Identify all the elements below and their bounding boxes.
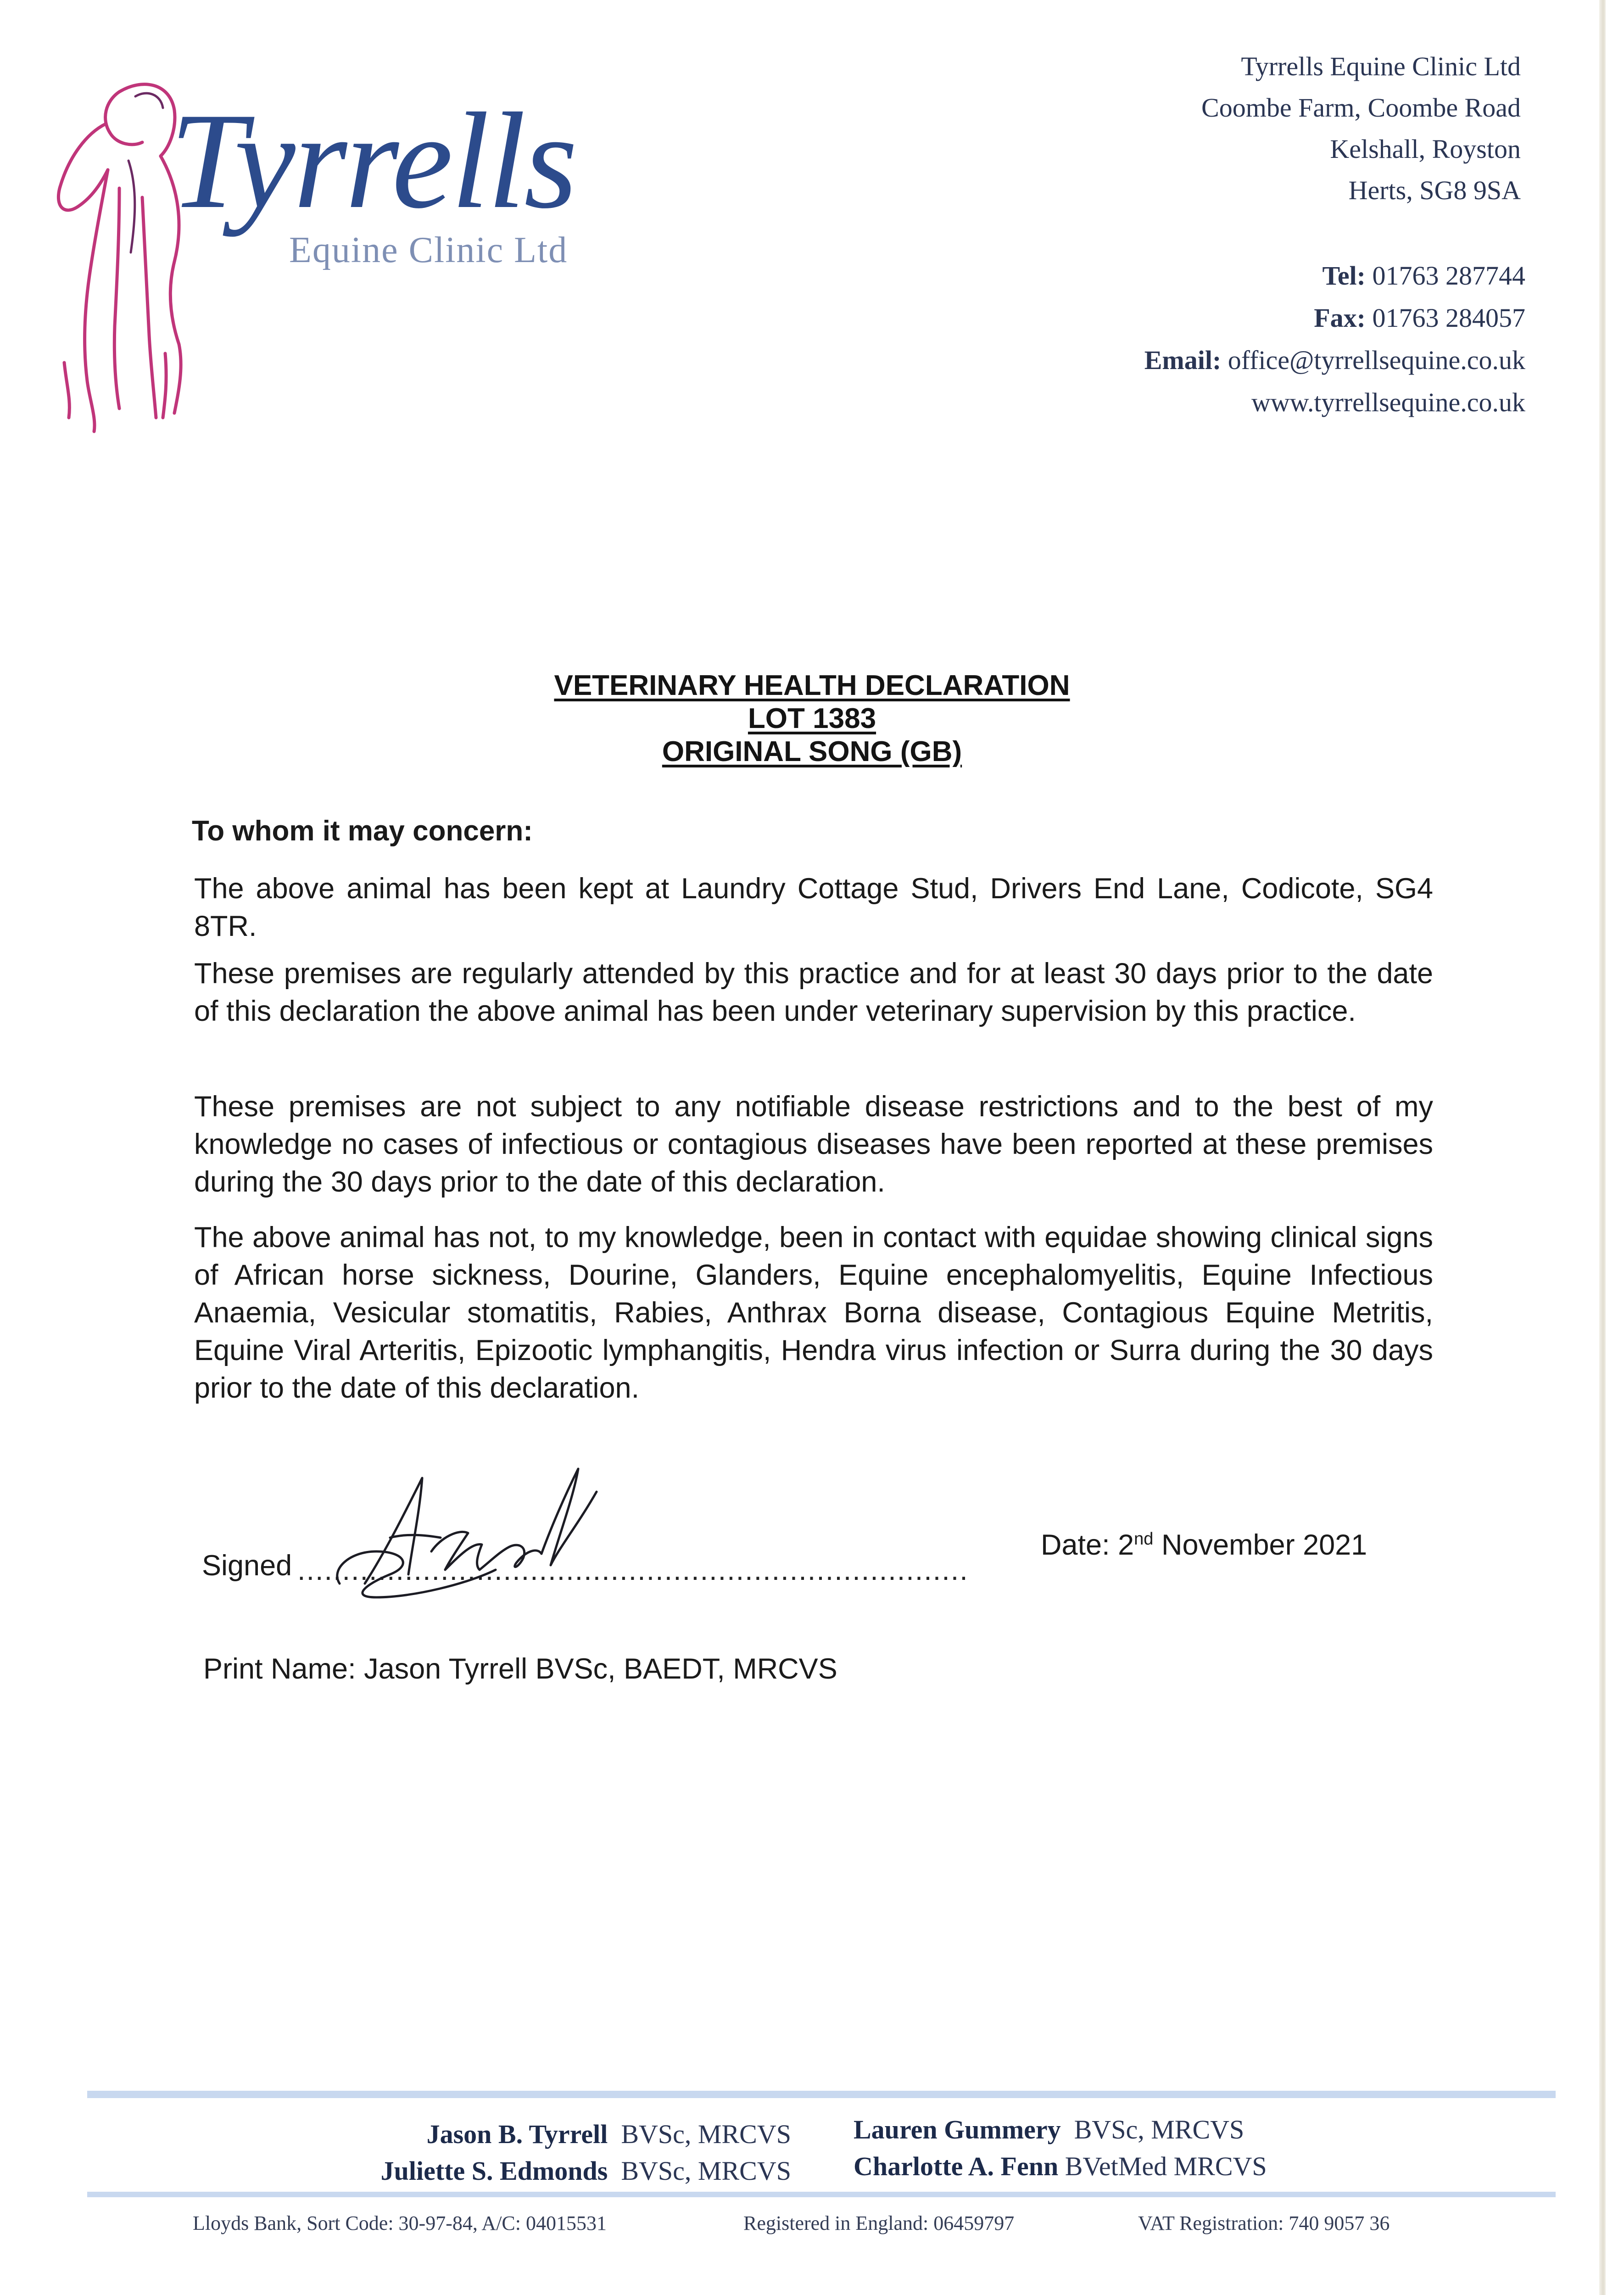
date-label: Date:: [1041, 1529, 1110, 1561]
signature-line: ...........................................................................: [297, 1554, 969, 1586]
bank-details: Lloyds Bank, Sort Code: 30-97-84, A/C: 04015531: [193, 2212, 607, 2234]
declaration-title: VETERINARY HEALTH DECLARATION: [554, 670, 1070, 701]
tel-value: 01763 287744: [1372, 261, 1525, 291]
page-edge-shadow: [1599, 0, 1606, 2295]
paragraph-contact: The above animal has not, to my knowledge, been in contact with equidae showing clinical signs of African horse sickness, Dourine, Glanders, Equine encephalomyelitis, Equine Infectious Anaemia, Vesicular stomatitis, Rabies, Anthrax Borna disease, Contagious Equine Metritis, Equine Viral Arteritis, Epizootic lymphangitis, Hendra virus infection or Surra during the 30 days prior to the date of this declaration.: [194, 1221, 1433, 1404]
partner-quals: BVSc, MRCVS: [621, 2156, 791, 2186]
address-line: Coombe Farm, Coombe Road: [1201, 93, 1521, 123]
handwritten-signature: [321, 1460, 615, 1611]
company-registration: Registered in England: 06459797: [743, 2212, 1015, 2234]
print-name: Print Name: Jason Tyrrell BVSc, BAEDT, MRCVS: [203, 1653, 837, 1685]
footer-rule-top: [87, 2091, 1556, 2098]
email-link[interactable]: office@tyrrellsequine.co.uk: [1228, 345, 1525, 375]
partner-row: [854, 2148, 1267, 2185]
tel-row: [1144, 255, 1525, 297]
signed-label: Signed: [202, 1550, 292, 1582]
address-line: Herts, SG8 9SA: [1348, 175, 1521, 205]
clinic-address: [1201, 46, 1521, 211]
partner-quals: BVetMed MRCVS: [1065, 2151, 1267, 2181]
date-month-year: November 2021: [1161, 1529, 1367, 1561]
declaration-heading: [0, 669, 1624, 768]
vat-registration: VAT Registration: 740 9057 36: [1138, 2212, 1390, 2234]
partner-name: Lauren Gummery: [854, 2115, 1061, 2144]
paragraph-premises: The above animal has been kept at Laundry Cottage Stud, Drivers End Lane, Codicote, SG4 8TR.: [194, 873, 1433, 942]
partner-quals: BVSc, MRCVS: [1074, 2115, 1245, 2144]
partner-name: Juliette S. Edmonds: [380, 2156, 608, 2186]
partners-left: [381, 2116, 791, 2189]
clinic-contact: [1144, 255, 1525, 424]
fax-row: [1144, 297, 1525, 339]
partner-name: Jason B. Tyrrell: [426, 2119, 608, 2149]
partner-name: Charlotte A. Fenn: [854, 2151, 1059, 2181]
fax-value: 01763 284057: [1372, 303, 1525, 333]
partner-row: [854, 2111, 1267, 2148]
partners-right: [854, 2111, 1267, 2185]
declaration-date: [1041, 1528, 1367, 1562]
logo-wordmark: Tyrrells: [170, 84, 576, 237]
partner-row: [381, 2116, 791, 2153]
address-line: Tyrrells Equine Clinic Ltd: [1241, 51, 1521, 81]
fax-label: Fax:: [1314, 303, 1366, 333]
email-row: [1144, 339, 1525, 381]
logo-subtitle: Equine Clinic Ltd: [289, 230, 568, 270]
paragraph-supervision: These premises are regularly attended by this practice and for at least 30 days prior to the date of this declaration the above animal has been under veterinary supervision by this practice.: [194, 957, 1433, 1027]
date-suffix: nd: [1134, 1529, 1154, 1549]
salutation: To whom it may concern:: [192, 815, 533, 847]
website-link[interactable]: www.tyrrellsequine.co.uk: [1251, 387, 1525, 417]
address-line: Kelshall, Royston: [1330, 134, 1521, 164]
paragraph-restrictions: These premises are not subject to any notifiable disease restrictions and to the best of my knowledge no cases of infectious or contagious diseases have been reported at these premises during the 30 days prior to the date of this declaration.: [194, 1091, 1433, 1198]
date-day: 2: [1118, 1529, 1134, 1561]
partner-quals: BVSc, MRCVS: [621, 2119, 791, 2149]
footer-rule-bottom: [87, 2192, 1556, 2197]
lot-number: LOT 1383: [748, 703, 876, 734]
tel-label: Tel:: [1322, 261, 1366, 291]
email-label: Email:: [1144, 345, 1222, 375]
horse-name: ORIGINAL SONG (GB): [662, 736, 962, 767]
partner-row: [381, 2153, 791, 2189]
